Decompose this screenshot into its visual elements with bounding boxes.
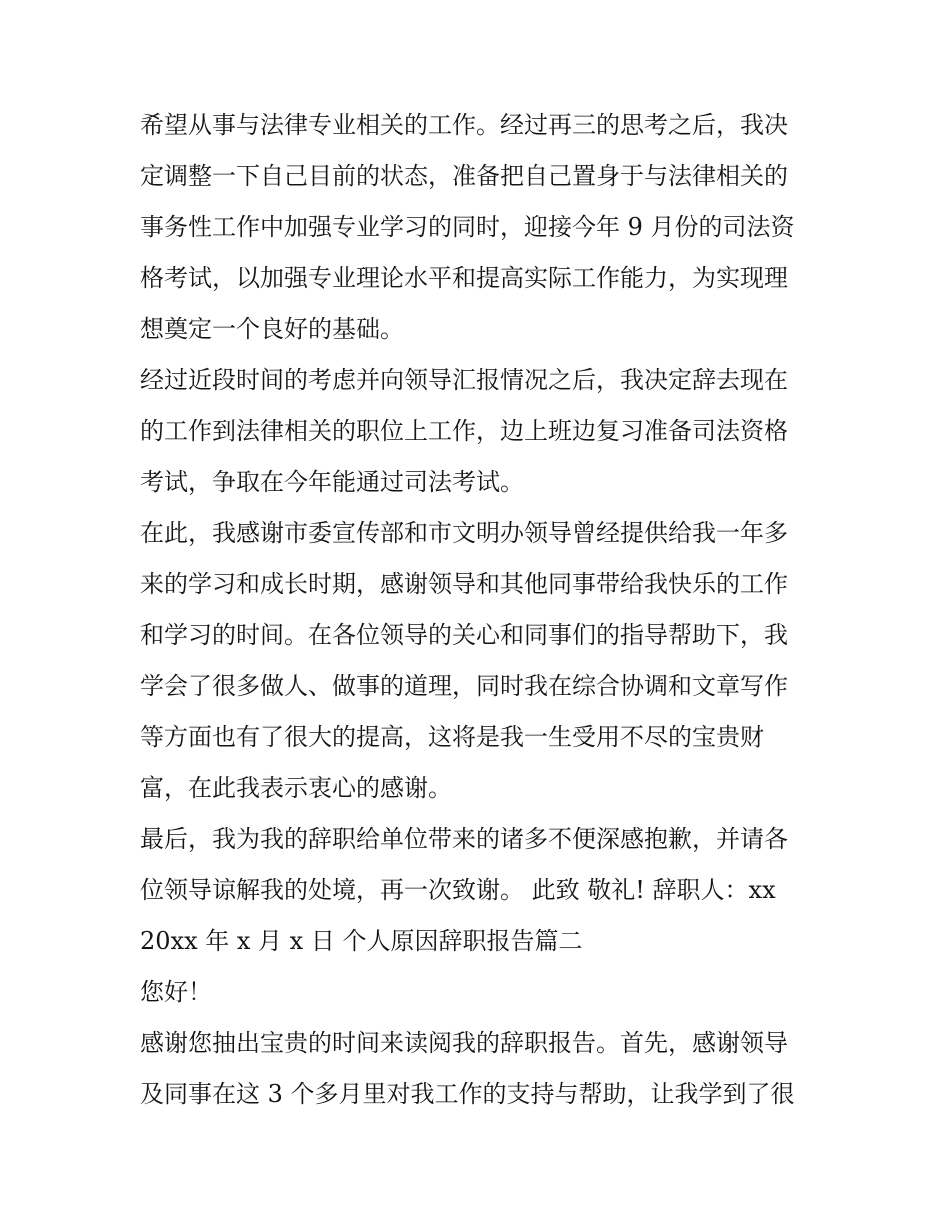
text-line: 格考试，以加强专业理论水平和提高实际工作能力，为实现理 (140, 264, 788, 292)
text-line: 事务性工作中加强专业学习的同时，迎接今年 9 月份的司法资 (140, 213, 795, 241)
text-line: 您好！ (140, 978, 212, 1006)
text-line: 位领导谅解我的处境，再一次致谢。 此致 敬礼! 辞职人：xx (140, 876, 776, 904)
text-line: 20xx 年 x 月 x 日 个人原因辞职报告篇二 (140, 927, 583, 955)
text-line: 和学习的时间。在各位领导的关心和同事们的指导帮助下，我 (140, 621, 788, 649)
text-line: 来的学习和成长时期，感谢领导和其他同事带给我快乐的工作 (140, 570, 788, 598)
text-line: 经过近段时间的考虑并向领导汇报情况之后，我决定辞去现在 (140, 366, 788, 394)
text-line: 的工作到法律相关的职位上工作，边上班边复习准备司法资格 (140, 417, 788, 445)
text-line: 定调整一下自己目前的状态，准备把自己置身于与法律相关的 (140, 162, 788, 190)
text-line: 富，在此我表示衷心的感谢。 (140, 774, 452, 802)
text-line: 最后，我为我的辞职给单位带来的诸多不便深感抱歉，并请各 (140, 825, 788, 853)
document-body (140, 100, 820, 1120)
text-line: 感谢您抽出宝贵的时间来读阅我的辞职报告。首先，感谢领导 (140, 1029, 788, 1057)
text-line: 学会了很多做人、做事的道理，同时我在综合协调和文章写作 (140, 672, 788, 700)
text-line: 在此，我感谢市委宣传部和市文明办领导曾经提供给我一年多 (140, 519, 788, 547)
text-line: 希望从事与法律专业相关的工作。经过再三的思考之后，我决 (140, 111, 788, 139)
text-line: 想奠定一个良好的基础。 (140, 315, 404, 343)
text-line: 及同事在这 3 个多月里对我工作的支持与帮助，让我学到了很 (140, 1080, 795, 1108)
text-line: 等方面也有了很大的提高，这将是我一生受用不尽的宝贵财 (140, 723, 764, 751)
text-line: 考试，争取在今年能通过司法考试。 (140, 468, 524, 496)
